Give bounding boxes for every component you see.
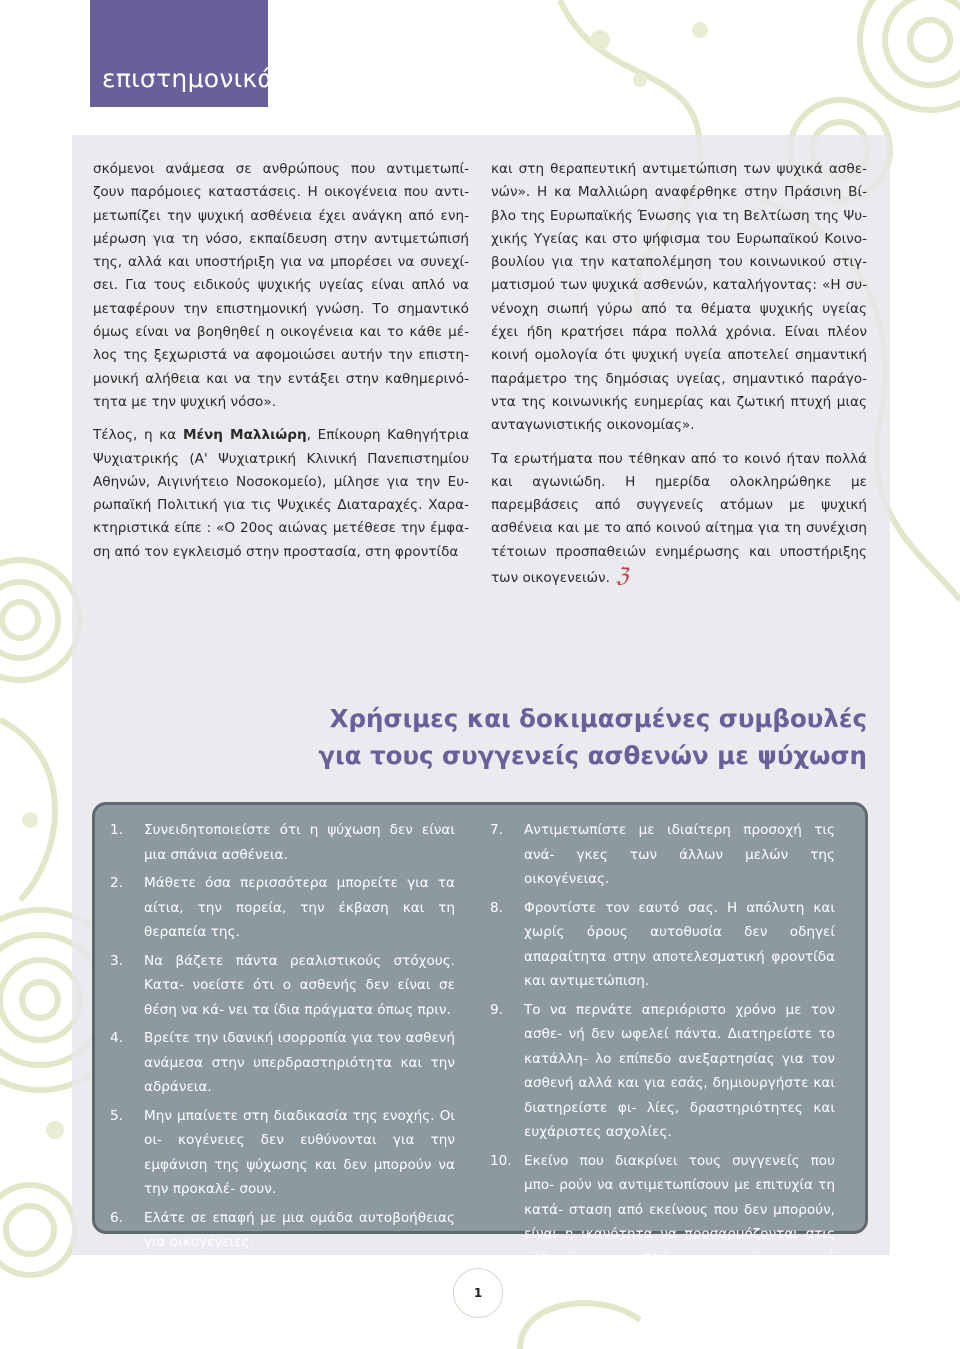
article-paragraph bbox=[93, 424, 469, 564]
tip-item bbox=[490, 1149, 835, 1296]
article-paragraph: σκόμενοι ανάμεσα σε ανθρώπους που αντιμετωπί- ζουν παρόμοιες καταστάσεις. Η οικογένεια που αντι- μετωπίζει την ψυχική ασθένεια έχει ανάγκη από ενη- μέρωση για τη νόσο, εκπαίδευση στην αντιμετώπισή της, αλλά και υποστήριξη για να μπορέσει να συνεχί- σει. Για τους ειδικούς ψυχικής υγείας είναι απλό να μεταφέρουν την επιστημονική γνώση. Το σημαντικό όμως είναι να βοηθηθεί η οικογένεια και το κάθε μέ- λος της ξεχωριστά να αφομοιώσει αυτήν την επιστη- μονική αλήθεια και να την εντάξει στην καθημερινό- τητα με την ψυχική νόσο». bbox=[93, 161, 469, 410]
paragraph-text: Τέλος, η κα bbox=[93, 427, 183, 444]
tips-box bbox=[92, 802, 868, 1291]
tip-item bbox=[490, 818, 835, 892]
section-tag-label: επιστημονικά bbox=[102, 64, 275, 93]
tip-item bbox=[110, 818, 455, 867]
tip-text: Βρείτε την ιδανική ισορροπία για τον ασθενή ανάμεσα στην υπερδραστηριότητα και την αδράνεια. bbox=[144, 1030, 455, 1095]
article-paragraph bbox=[491, 448, 867, 591]
tip-text: Μην μπαίνετε στη διαδικασία της ενοχής. Οι οι- κογένειες δεν ευθύνονται για την εμφάνιση της ψύχωσης και δεν μπορούν να την προκαλέ- σουν. bbox=[144, 1107, 455, 1197]
tip-text: Το να περνάτε απεριόριστο χρόνο με τον ασθε- νή δεν ωφελεί πάντα. Διατηρείστε το κατάλλη- λο επίπεδο ανεξαρτησίας για τον ασθενή αλλά και για εσάς, δημιουργήστε και διατηρείστε φι- λίες, δραστηριότητες και ευχάριστες ασχολίες. bbox=[524, 1001, 835, 1140]
page-number: 1 bbox=[453, 1268, 503, 1318]
tip-text: Φροντίστε τον εαυτό σας. Η απόλυτη και χωρίς όρους αυτοθυσία δεν οδηγεί απαραίτητα στην αποτελεσματική φροντίδα και αντιμετώπιση. bbox=[524, 899, 835, 989]
tips-heading-line: Χρήσιμες και δοκιμασμένες συμβουλές bbox=[329, 704, 867, 733]
tip-number: 9. bbox=[490, 1001, 503, 1018]
tip-number: 6. bbox=[110, 1209, 123, 1226]
tip-number: 8. bbox=[490, 899, 503, 916]
tip-text: Εκείνο που διακρίνει τους συγγενείς που μπο- ρούν να αντιμετωπίσουν με επιτυχία τη κατά- σταση από εκείνους που δεν μπορούν, είναι η ικανότητα να προσαρμόζονται στις αλλαγές και να βλέπουν τα πράγματα από διαφορετικές οπτικές γωνίες. bbox=[524, 1152, 835, 1291]
tip-number: 2. bbox=[110, 875, 123, 891]
tip-text: Ελάτε σε επαφή με μια ομάδα αυτοβοήθειας για οικογένειες. bbox=[144, 1209, 455, 1250]
tip-text: Συνειδητοποιείστε ότι η ψύχωση δεν είναι μια σπάνια ασθένεια. bbox=[144, 822, 455, 863]
tip-number: 7. bbox=[490, 822, 503, 838]
tip-item bbox=[110, 871, 455, 945]
tip-number: 4. bbox=[110, 1030, 123, 1046]
tip-text: Να βάζετε πάντα ρεαλιστικούς στόχους. Κατα- νοείστε ότι ο ασθενής δεν είναι σε θέση να κά- νει τα ίδια πράγματα όπως πριν. bbox=[144, 952, 455, 1018]
article-right-column bbox=[491, 158, 867, 590]
tips-heading-line: για τους συγγενείς ασθενών με ψύχωση bbox=[318, 741, 867, 770]
tip-number: 10. bbox=[490, 1152, 512, 1169]
tip-item bbox=[110, 949, 455, 1023]
speaker-name: Μένη Μαλλιώρη bbox=[182, 427, 307, 444]
tip-number: 5. bbox=[110, 1107, 123, 1124]
end-of-article-flourish-icon: ℨ bbox=[615, 563, 629, 588]
tip-item bbox=[490, 896, 835, 994]
tip-item bbox=[110, 1104, 455, 1202]
article-left-column bbox=[93, 158, 469, 564]
paragraph-text: Τα ερωτήματα που τέθηκαν από το κοινό ήταν πολλά και αγωνιώδη. Η ημερίδα ολοκληρώθηκε με παρεμβάσεις από συγγενείς ατόμων με ψυχική ασθένεια και με το από κοινού αίτημα για τη συνέχιση τέτοιων προσπαθειών ενημέρωσης και υποστήριξης των οικογενειών. bbox=[491, 450, 867, 587]
tip-item bbox=[490, 998, 835, 1145]
tips-heading bbox=[318, 700, 867, 774]
section-tag bbox=[90, 0, 275, 107]
tip-item bbox=[110, 1026, 455, 1100]
tips-right-column bbox=[490, 818, 835, 1300]
article-paragraph: και στη θεραπευτική αντιμετώπιση των ψυχικά ασθε- νών». Η κα Μαλλιώρη αναφέρθηκε στην Πράσινη Βί- βλο της Ευρωπαϊκής Ένωσης για τη Βελτίωση της Ψυ- χικής Υγείας και στο ψήφισμα του Ευρωπαϊκού Κοινο- βουλίου για την καταπολέμηση του κοινωνικού στιγ- ματισμού των ψυχικά ασθενών, καταλήγοντας: «Η συ- νένοχη σιωπή γύρω από τα θέματα ψυχικής υγείας έχει ήδη κρατήσει πάρα πολλά χρόνια. Είναι πλέον κοινή ομολογία ότι ψυχική υγεία αποτελεί σημαντική παράμετρο της δημόσιας υγείας, σημαντικό παράγο- ντα της κοινωνικής ευημερίας και ζωτική πτυχή μιας ανταγωνιστικής οικονομίας». bbox=[491, 161, 867, 434]
tips-left-column bbox=[110, 818, 455, 1259]
tip-number: 3. bbox=[110, 952, 123, 969]
tip-item bbox=[110, 1206, 455, 1255]
tip-number: 1. bbox=[110, 822, 123, 838]
tip-text: Αντιμετωπίστε με ιδιαίτερη προσοχή τις ανά- γκες των άλλων μελών της οικογένειας. bbox=[524, 822, 835, 887]
tip-text: Μάθετε όσα περισσότερα μπορείτε για τα αίτια, την πορεία, την έκβαση και τη θεραπεία της. bbox=[144, 875, 455, 940]
paragraph-text: , Επίκουρη Καθηγήτρια Ψυχιατρικής (Α' Ψυχιατρική Κλινική Πανεπιστημίου Αθηνών, Αιγινήτειο Νοσοκομείο), μίλησε για την Ευ- ρωπαϊκή Πολιτική για τις Ψυχικές Διαταραχές. Χαρα- κτηριστικά είπε : «Ο 20ος αιώνας μετέθεσε την έμφα- ση από τον εγκλεισμό στην προστασία, στη φροντίδα bbox=[93, 427, 469, 560]
